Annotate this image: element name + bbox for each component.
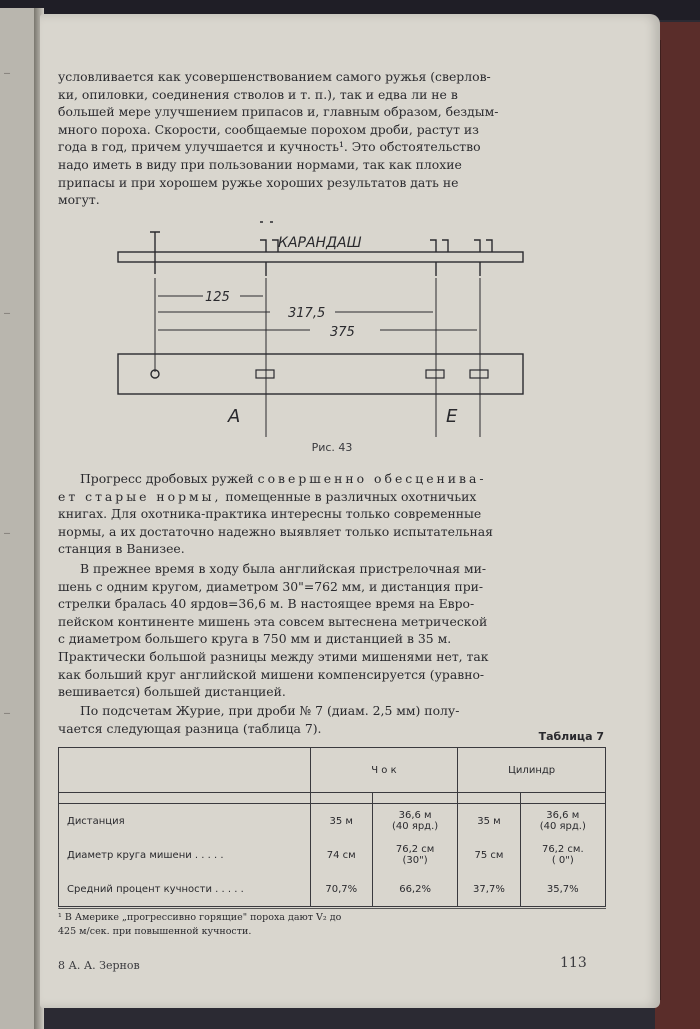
text-span: помещенные в различных охотничьих <box>221 488 477 504</box>
text-line: ки, опиловки, соединения стволов и т. п.), так и едва ли не в <box>58 86 458 102</box>
text-line: много пороха. Скорости, сообщаемые порохом дроби, растут из <box>58 121 479 137</box>
text-line: условливается как усовершенствованием самого ружья (сверлов- <box>58 69 491 84</box>
dimension-317-5: 317,5 <box>288 306 326 321</box>
table-cell: 75 см <box>458 838 520 872</box>
cell-sub: (40 ярд.) <box>539 821 586 832</box>
table-cell <box>520 838 605 872</box>
row-label: Средний процент кучности . . . . . <box>59 872 311 907</box>
dimension-125: 125 <box>205 290 230 305</box>
cell-value: 36,6 м <box>398 810 432 821</box>
table-cell: 70,7% <box>310 872 372 907</box>
slot-a <box>256 370 274 378</box>
table-cell <box>372 838 457 872</box>
table-cell: 35 м <box>458 804 520 839</box>
table-cell <box>310 793 372 804</box>
table-cell <box>520 804 605 839</box>
book-cover <box>655 22 700 1029</box>
footnote-line: 425 м/сек. при повышенной кучности. <box>58 926 252 937</box>
emphasis-span: совершенно обесценива- <box>257 471 487 486</box>
text-line: По подсчетам Журие, при дроби № 7 (диам. 2,5 мм) полу- <box>80 703 460 718</box>
table-row <box>59 804 606 839</box>
clip-e1 <box>430 240 448 276</box>
slot-e2 <box>470 370 488 378</box>
text-line: как больший круг английской мишени компенсируется (уравно- <box>58 666 485 682</box>
ghost-mark: — <box>4 68 11 79</box>
table-cell: 35 м <box>310 804 372 839</box>
table-header-chok: Ч о к <box>310 748 458 793</box>
dimension-375: 375 <box>330 325 355 340</box>
table-cell <box>458 793 520 804</box>
figure-caption: Рис. 43 <box>311 441 353 454</box>
table-cell: 35,7% <box>520 872 605 907</box>
bottom-bar <box>118 354 523 394</box>
page-number: 113 <box>560 955 587 971</box>
text-line: большей мере улучшением припасов и, главным образом, бездым- <box>58 104 499 120</box>
table-cell: 74 см <box>310 838 372 872</box>
slot-e1 <box>426 370 444 378</box>
ghost-mark: — <box>4 528 11 539</box>
text-line: года в год, причем улучшается и кучность¹. Это обстоятельство <box>58 139 481 155</box>
table-cell: 37,7% <box>458 872 520 907</box>
cell-value: 76,2 см <box>395 844 435 855</box>
table-row <box>59 872 606 907</box>
clip-left <box>150 232 160 274</box>
clip-e2 <box>474 240 492 276</box>
cell-sub: (30") <box>402 855 428 866</box>
dimension-lines <box>155 278 480 437</box>
text-line: стрелки бралась 40 ярдов=36,6 м. В настоящее время на Евро- <box>58 596 475 612</box>
table-subheader-row <box>59 793 606 804</box>
row-label: Диаметр круга мишени . . . . . <box>59 838 311 872</box>
text-line: чается следующая разница (таблица 7). <box>58 720 322 736</box>
text-line: В прежнее время в ходу была английская пристрелочная ми- <box>80 561 487 576</box>
text-line: книгах. Для охотника-практика интересны только современные <box>58 506 482 522</box>
emphasis-span: ет старые нормы, <box>58 488 222 504</box>
table-cell <box>372 804 457 839</box>
text-line: шень с одним кругом, диаметром 30"=762 мм, и дистанция при- <box>58 578 484 594</box>
table-header-cylinder: Цилиндр <box>458 748 606 793</box>
label-e: Е <box>446 406 458 427</box>
table-row <box>59 838 606 872</box>
cell-sub: (40 ярд.) <box>392 821 439 832</box>
footnote <box>58 908 606 939</box>
cell-value: 36,6 м <box>546 810 580 821</box>
paragraph-2 <box>58 470 606 558</box>
text-line: станция в Ванизее. <box>58 541 185 557</box>
text-line <box>58 488 606 506</box>
ghost-mark: — <box>4 708 11 719</box>
text-line: могут. <box>58 192 100 208</box>
cell-value: 76,2 см. <box>541 844 584 855</box>
table-cell <box>372 793 457 804</box>
table-cell <box>520 793 605 804</box>
cell-sub: ( 0") <box>551 855 574 866</box>
paragraph-1 <box>58 68 606 209</box>
text-line: нормы, а их достаточно надежно выявляет только испытательная <box>58 523 493 539</box>
label-pencil: КАРАНДАШ <box>278 235 362 251</box>
paragraph-3 <box>58 560 606 701</box>
text-line <box>58 470 606 488</box>
text-line: вешивается) большей дистанцией. <box>58 684 286 700</box>
table-header-row <box>59 748 606 793</box>
figure-43 <box>100 212 570 444</box>
text-line: припасы и при хорошем ружье хороших результатов дать не <box>58 174 459 190</box>
footnote-line: ¹ В Америке „прогрессивно горящие" пороха дают V₂ до <box>58 912 342 923</box>
signature-mark: 8 А. А. Зернов <box>58 959 140 972</box>
table-7 <box>58 747 606 907</box>
table-cell <box>59 793 311 804</box>
row-label: Дистанция <box>59 804 311 839</box>
table-cell: 66,2% <box>372 872 457 907</box>
ghost-mark: — <box>4 308 11 319</box>
top-bar <box>118 252 523 262</box>
clip-a <box>260 240 278 276</box>
table-header-blank <box>59 748 311 793</box>
text-line: надо иметь в виду при пользовании нормами, так как плохие <box>58 156 462 172</box>
text-line: с диаметром большего круга в 750 мм и дистанцией в 35 м. <box>58 631 452 647</box>
text-span: Прогресс дробовых ружей <box>80 471 258 486</box>
text-line: пейском континенте мишень эта совсем вытеснена метрической <box>58 613 488 629</box>
label-a: А <box>228 406 241 427</box>
text-line: Практически большой разницы между этими мишенями нет, так <box>58 648 489 664</box>
table-title: Таблица 7 <box>538 730 604 743</box>
